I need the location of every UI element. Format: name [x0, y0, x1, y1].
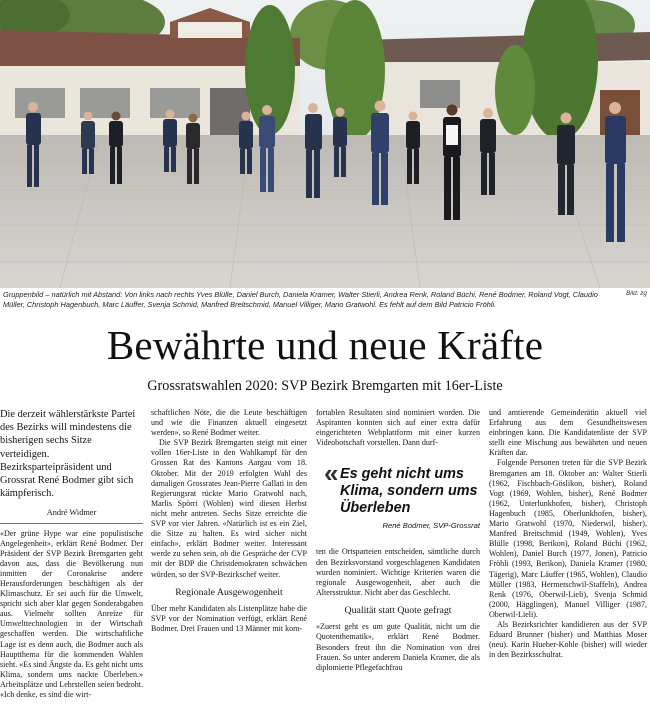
paragraph: schaftlichen Nöte, die die Leute beschäftigen und wie die Finanzen aktuell eingesetzt werden», so René Bodmer weiter.: [151, 408, 307, 438]
article-column-3: [316, 408, 480, 673]
article-lead: Die derzeit wählerstärkste Partei des Bezirks will mindestens die bisherigen sechs Sitze verteidigen. Bezirksparteipräsident und Grossrat René Bodmer gibt sich kämpferisch.: [0, 409, 136, 500]
paragraph: ten die Ortsparteien entscheiden, sämtliche durch den Bezirksvorstand vorgeschlagenen Kandidaten wurden nominiert. Wichtige Kriterien waren die regionale Ausgewogenheit, aber auch die Altersstruktur. Nicht aber das Geschlecht.: [316, 547, 480, 597]
group-photo-image: [0, 0, 650, 288]
article-column-1: [0, 408, 143, 700]
paragraph: Über mehr Kandidaten als Listenplätze habe die SVP vor der Nomination verfügt, erklärt René Bodmer. Drei Frauen und 13 Männer mit kom-: [151, 604, 307, 634]
section-subtitle: Regionale Ausgewogenheit: [175, 586, 283, 598]
article-column-2: [151, 408, 307, 634]
paragraph: «Der grüne Hype war eine populistische Angelegenheit», erklärt René Bodmer. Der Präsident der SVP Bezirk Bremgarten geht davon aus, dass die Bevölkerung nun inmitten der Coronakrise andere Herausforderungen beschäftigen als der Klimaschutz. Er sei auch für die Umwelt, spricht sich aber klar gegen Sonderabgaben aus. Vielmehr sollten Anreize für Umwelttechnologien in der Wirtschaft geschaffen werden. Die wirtschaftliche Lage ist es denn auch, die Bodmer auch als Hauptthema für die kommenden Wahlen sieht. «Es sind Ängste da. Es geht nicht ums Klima, sondern ums nackte Überleben.» Arbeitsplätze und Lehrstellen seien bedroht. «Ich denke, es sind die wirt-: [0, 528, 143, 700]
pull-quote: [316, 454, 480, 537]
group-photo: [0, 0, 650, 288]
photo-credit: Bild: zg: [626, 290, 647, 297]
article-author: André Widmer: [0, 508, 143, 523]
quote-mark-icon: «: [324, 458, 339, 489]
section-subtitle: Qualität statt Quote gefragt: [344, 604, 452, 616]
paragraph: Als Bezirksrichter kandidieren aus der SVP Eduard Brunner (bisher) und Matthias Moser (neu). Karin Hueber-Kohle (bisher) will wieder in den Bezirksschulrat.: [489, 619, 647, 660]
article-column-4: [489, 408, 647, 660]
paragraph: «Zuerst geht es um gute Qualität, nicht um die Quotenthematik», erklärt René Bodmer. Besonders freut ihn die Nomination von drei Frauen. So unter anderem Daniela Kramer, die als diplomierte Pflegefachfrau: [316, 622, 480, 672]
paragraph: fortablen Resultaten sind nominiert worden. Die Aspiranten konnten sich auf einer extra dafür eingerichteten Webplattform mit einer kurzen Videobotschaft vorstellen. Dann durf-: [316, 408, 480, 448]
paragraph: Die SVP Bezirk Bremgarten steigt mit einer vollen 16er-Liste in den Wahlkampf für den Grossen Rat des Kantons Aargau vom 18. Oktober. Mit der 2019 erfolgten Wahl des damaligen Grossrates Jean-Pierre Gallati in den Regierungsrat rückte Mario Gratwohl nach, Marlis Spörri (Wohlen) wird diesen Herbst nicht mehr antreten. Sechs Sitze erreichte die SVP vor vier Jahren. «Natürlich ist es ein Ziel, die Sitze zu halten. Es wird sicher nicht einfach», erklärt Bodmer weiter. Interessant werde zu sehen sein, ob die Gespräche der CVP mit der BDP die Christdemokraten schwächen würden, so der SVP-Bezirkschef weiter.: [151, 438, 307, 579]
article-subheadline: Grossratswahlen 2020: SVP Bezirk Bremgarten mit 16er-Liste: [147, 378, 503, 394]
pull-quote-text: Es geht nicht ums Klima, sondern ums Überleben: [340, 466, 478, 517]
paragraph: Folgende Personen treten für die SVP Bezirk Bremgarten am 18. Oktober an: Walter Stierli (1962, Fischbach-Göslikon, bisher), Roland Vogt (1969, Wohlen, bisher), René Bodmer (1962, Unterlunkhofen, bisher), Christoph Hagenbuch (1985, Oberlunkhofen, bisher), Mario Gratwohl (1970, Niederwil, bisher), Manfred Breitschmid (1949, Wohlen), Yves Blülle (1998, Berikon), Roland Büchi (1962, Wohlen), Daniel Burch (1977, Jonen), Patricio Fröhli (1993, Berikon), Daniela Kramer (1980, Tägerig), Marc Läuffer (1965, Wohlen), Claudio Müller (1983, Hermetschwil-Staffeln), Andrea Renk (1976, Oberwil-Lieli), Svenja Schmid (2000, Hägglingen), Manuel Villiger (1987, Oberwil-Lieli).: [489, 458, 647, 619]
article-headline: Bewährte und neue Kräfte: [106, 322, 544, 368]
pull-quote-author: René Bodmer, SVP-Grossrat: [382, 521, 480, 531]
photo-caption: Gruppenbild – natürlich mit Abstand: Von links nach rechts Yves Blülle, Daniel Burch, Daniela Kramer, Walter Stierli, Andrea Renk, Roland Büchi, René Bodmer, Roland Vogt, Claudio Müller, Christoph Hagenbuch, Marc Läuffer, Svenja Schmid, Manfred Breitschmid, Manuel Villiger, Mario Gratwohl. Es fehlt auf dem Bild Patricio Fröhli.: [3, 290, 598, 309]
paragraph: und amtierende Gemeinderätin aktuell viel Erfahrung aus dem Gesundheitswesen einbringen kann. Die Kandidatenliste der SVP stellt eine Mischung aus bewährten und neuen Kräften dar.: [489, 408, 647, 458]
